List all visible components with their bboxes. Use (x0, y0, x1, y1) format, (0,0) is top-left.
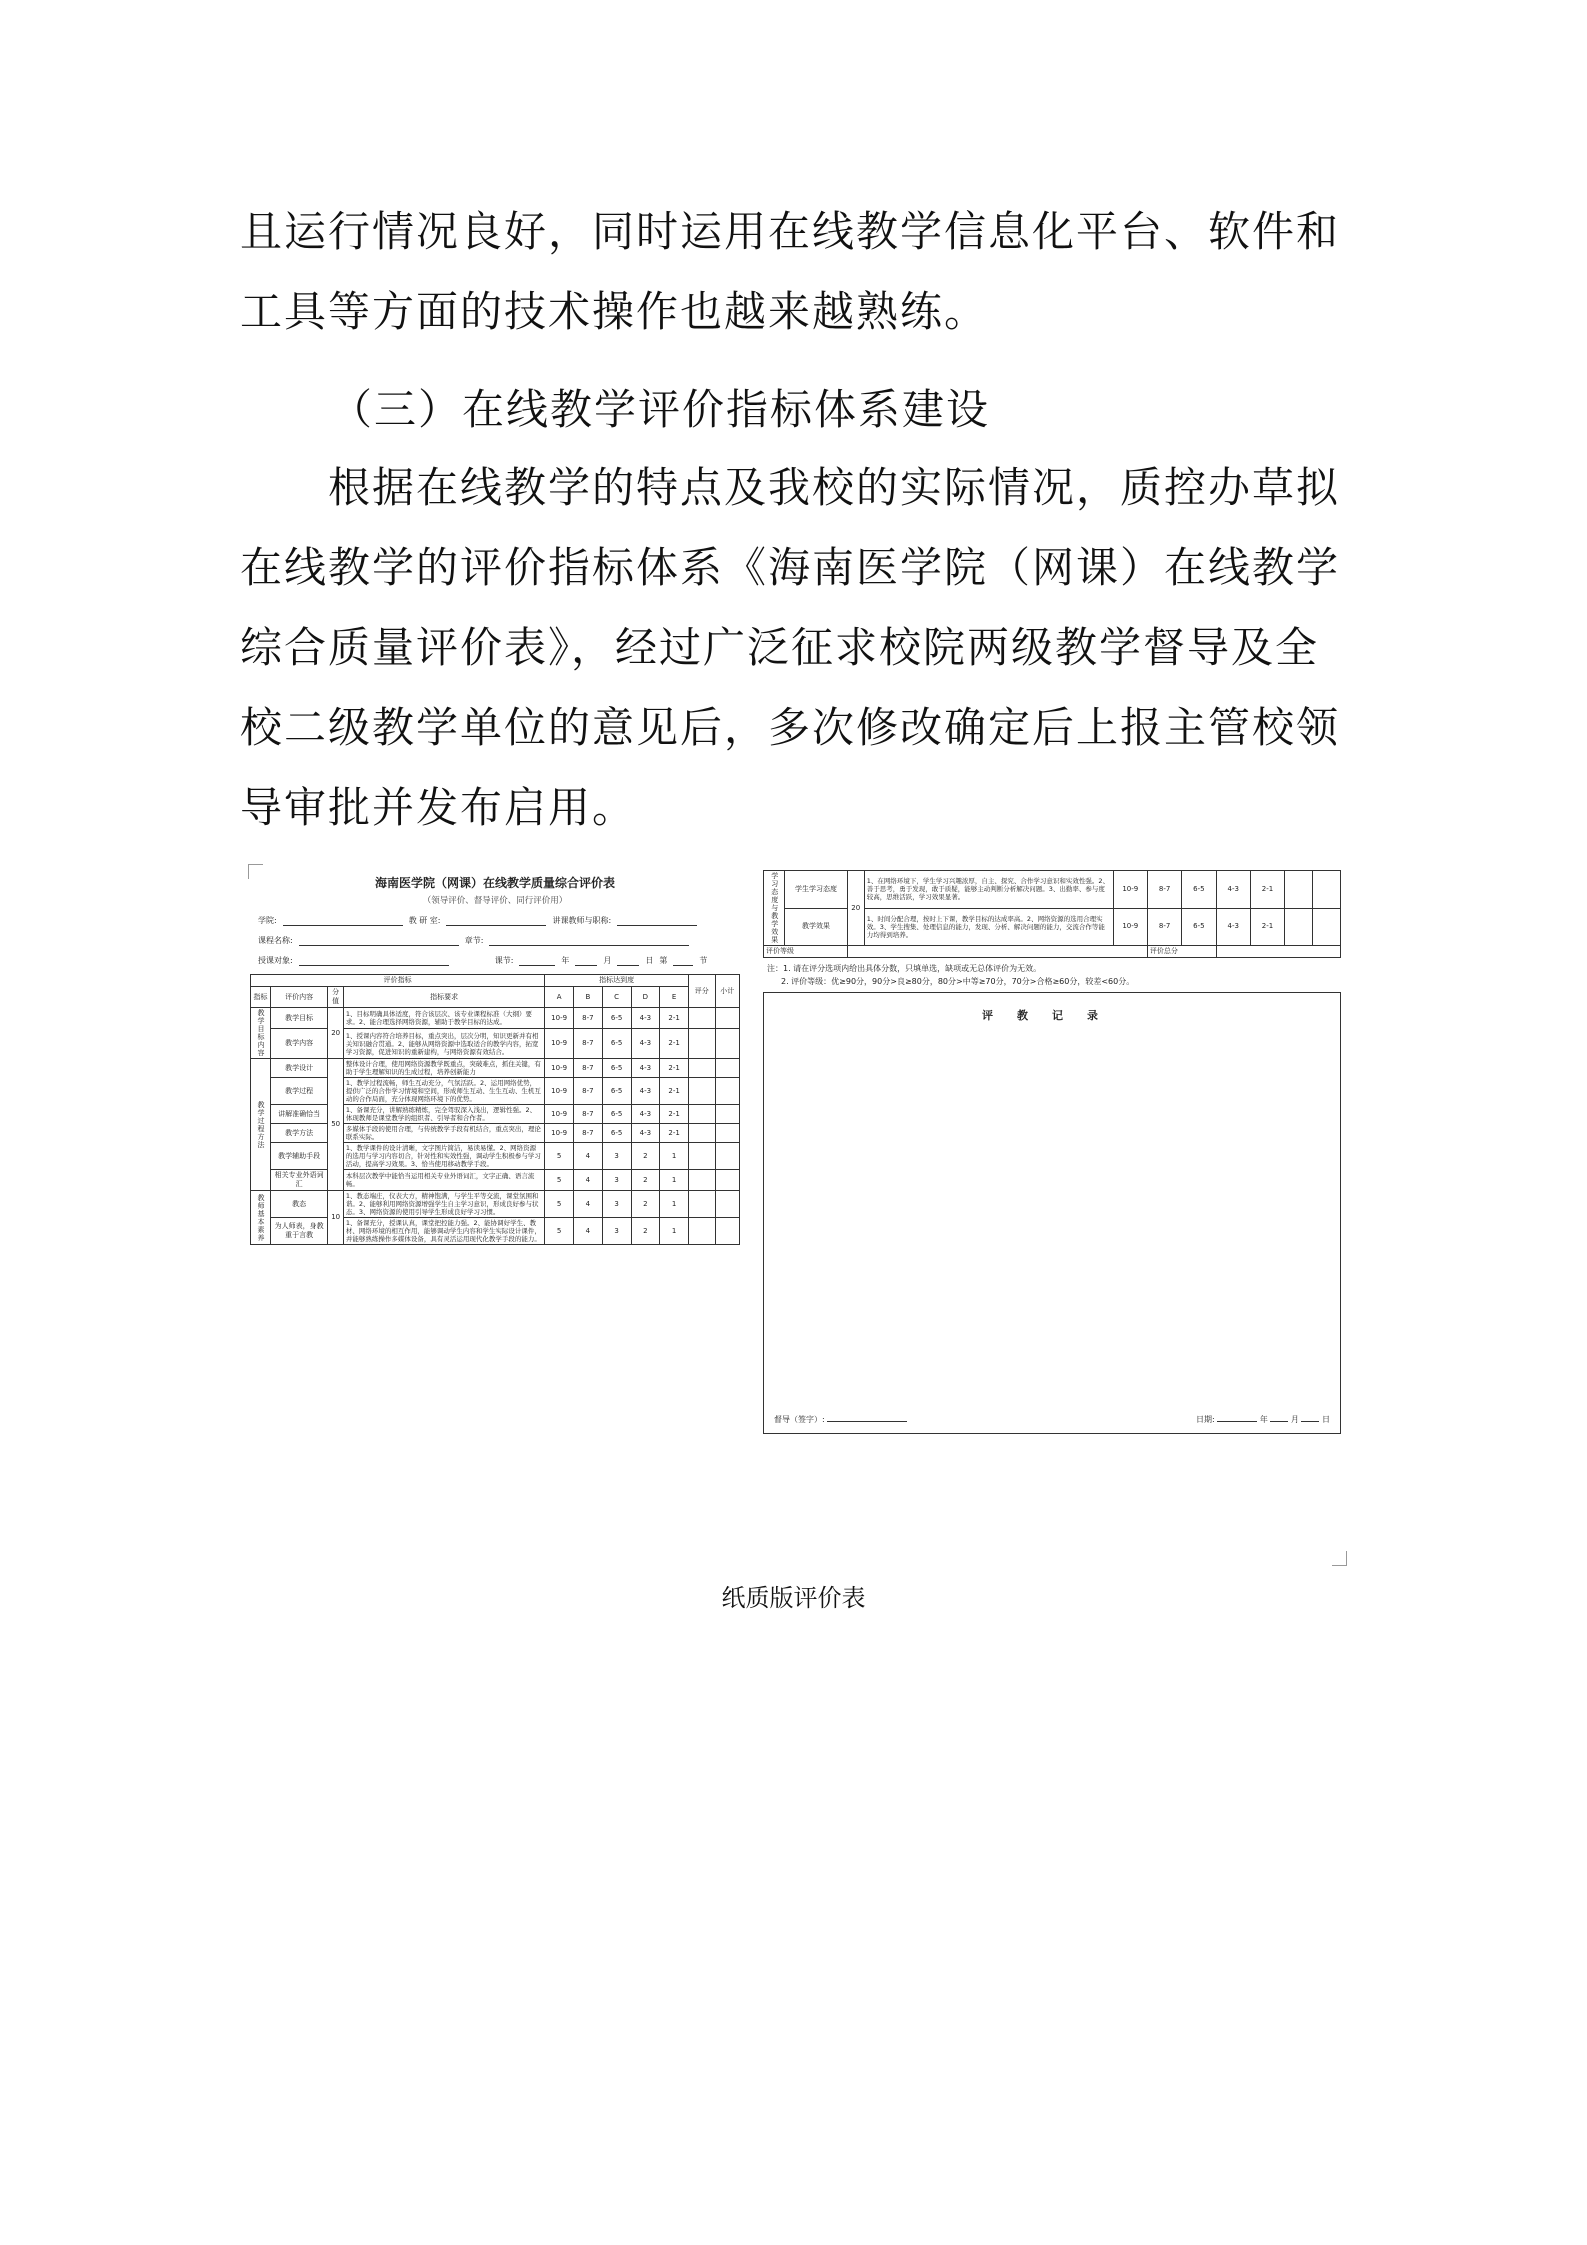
row-subtotal-cell (715, 1143, 739, 1170)
grade-value (847, 946, 1147, 958)
row-grade-d: 4-3 (1216, 871, 1250, 909)
row-grade-b: 4 (574, 1170, 603, 1191)
row-subtotal-cell (715, 1029, 739, 1059)
evaluation-table-right (763, 870, 1341, 958)
form-notes (767, 962, 1341, 988)
row-content: 学生学习态度 (785, 871, 847, 909)
table-row (251, 1105, 740, 1124)
row-grade-e: 1 (660, 1143, 689, 1170)
row-requirement: 1、教学课件的设计清晰，文字图片简洁，易读易懂。2、网络资源的选用与学习内容切合，针对性和实效性强，调动学生积极参与学习活动，提高学习效果。3、恰当使用移动教学手段。 (343, 1143, 544, 1170)
table-row (764, 871, 1341, 909)
field-blank (446, 916, 546, 926)
row-grade-c: 3 (602, 1218, 631, 1245)
row-grade-b: 4 (574, 1191, 603, 1218)
row-grade-e: 1 (660, 1170, 689, 1191)
row-subtotal-cell (715, 1059, 739, 1078)
date-month: 月 (1290, 1415, 1299, 1424)
date-field (1196, 1412, 1330, 1425)
row-dimension: 学习态度与教学效果 (764, 871, 785, 946)
row-requirement: 1、授课内容符合培养目标，重点突出，层次分明，知识更新并有相关知识融合贯通。2、能够从网络资源中选取适合的教学内容，拓宽学习资源，促进知识的重新建构，与网络资源有效结合。 (343, 1029, 544, 1059)
row-score: 10 (328, 1191, 343, 1245)
row-rate-cell (689, 1059, 716, 1078)
field-blank (617, 956, 639, 966)
scanned-form-right-page (763, 870, 1341, 1558)
header-indicator: 评价指标 (251, 975, 545, 987)
field-blank (489, 936, 689, 946)
field-blank (827, 1412, 907, 1422)
row-requirement: 1、时间分配合理，按时上下课，教学目标的达成率高。2、网络资源的选用合理实效。3、学生搜集、处理信息的能力，发现、分析、解决问题的能力，交流合作等能力均得到培养。 (864, 908, 1113, 946)
row-grade-c: 6-5 (602, 1059, 631, 1078)
field-blank (299, 956, 449, 966)
table-row (251, 1218, 740, 1245)
row-grade-b: 4 (574, 1143, 603, 1170)
row-grade-d: 2 (631, 1191, 660, 1218)
row-rate-cell (689, 1170, 716, 1191)
row-content: 为人师表，身教重于言教 (270, 1218, 328, 1245)
evaluation-table-left (250, 974, 740, 1245)
field-course-label: 课程名称: (258, 936, 293, 945)
row-rate-cell (689, 1124, 716, 1143)
row-content: 讲解准确恰当 (270, 1105, 328, 1124)
header-level: 指标达到度 (545, 975, 689, 987)
row-subtotal-cell (715, 1008, 739, 1029)
row-requirement: 1、目标明确具体适度，符合该层次、该专业课程标准（大纲）要求。2、能合理选择网络资源，辅助于教学目标的达成。 (343, 1008, 544, 1029)
row-subtotal-cell (715, 1170, 739, 1191)
table-row (251, 1078, 740, 1105)
row-rate-cell (1285, 871, 1313, 909)
row-grade-d: 4-3 (631, 1029, 660, 1059)
row-grade-a: 10-9 (1113, 908, 1147, 946)
date-year: 年 (1259, 1415, 1268, 1424)
row-score: 20 (847, 871, 864, 946)
row-content: 教学过程 (270, 1078, 328, 1105)
row-subtotal-cell (715, 1191, 739, 1218)
row-rate-cell (689, 1105, 716, 1124)
signature-row (774, 1412, 1330, 1425)
row-grade-a: 10-9 (545, 1029, 574, 1059)
row-grade-d: 4-3 (631, 1059, 660, 1078)
row-grade-c: 6-5 (1182, 908, 1216, 946)
row-grade-c: 6-5 (602, 1029, 631, 1059)
row-grade-a: 5 (545, 1218, 574, 1245)
row-grade-d: 4-3 (631, 1008, 660, 1029)
row-subtotal-cell (1313, 908, 1341, 946)
header-rate: 评分 (689, 975, 716, 1008)
field-month: 月 (603, 956, 612, 965)
paragraph-evaluation-system: 根据在线教学的特点及我校的实际情况，质控办草拟在线教学的评价指标体系《海南医学院（网课）在线教学综合质量评价表》，经过广泛征求校院两级教学督导及全校二级教学单位的意见后，多次修改确定后上报主管校领导审批并发布启用。 (240, 463, 1341, 832)
table-row (251, 1059, 740, 1078)
row-grade-c: 6-5 (602, 1105, 631, 1124)
field-blank (1301, 1412, 1319, 1422)
row-grade-c: 3 (602, 1143, 631, 1170)
field-period-label: 课节: (494, 956, 514, 965)
crop-mark (1332, 1551, 1347, 1566)
section-heading: （三）在线教学评价指标体系建设 (330, 385, 991, 434)
row-score: 50 (328, 1059, 343, 1191)
header-grade-d: D (631, 987, 660, 1008)
header-score: 分值 (328, 987, 343, 1008)
row-grade-e: 1 (660, 1191, 689, 1218)
crop-mark (248, 864, 263, 879)
row-content: 教学方法 (270, 1124, 328, 1143)
row-requirement: 整体设计合理，使用网络资源教学既重点，突破难点，抓住关键，有助于学生理解知识的生成过程，培养创新能力 (343, 1059, 544, 1078)
field-college-label: 学院: (258, 916, 277, 925)
row-grade-b: 8-7 (574, 1105, 603, 1124)
row-rate-cell (689, 1191, 716, 1218)
row-grade-c: 6-5 (1182, 871, 1216, 909)
field-blank (1270, 1412, 1288, 1422)
row-grade-a: 10-9 (545, 1105, 574, 1124)
total-value (1216, 946, 1340, 958)
row-grade-c: 6-5 (602, 1008, 631, 1029)
field-section-no: 第 (659, 956, 668, 965)
form-title: 海南医学院（网课）在线教学质量综合评价表 (374, 876, 615, 890)
row-grade-e: 2-1 (660, 1124, 689, 1143)
form-fields-row1 (258, 915, 740, 926)
row-requirement: 1、教学过程流畅，师生互动充分，气氛活跃。2、运用网络优势，提供广泛的合作学习情境和空间，形成师生互动、生生互动、生机互动的合作局面，充分体现网络环境下的优势。 (343, 1078, 544, 1105)
row-content: 教学效果 (785, 908, 847, 946)
row-grade-b: 8-7 (1147, 908, 1181, 946)
table-row (251, 1124, 740, 1143)
row-content: 教态 (270, 1191, 328, 1218)
row-grade-b: 8-7 (574, 1029, 603, 1059)
row-content: 相关专业外语词汇 (270, 1170, 328, 1191)
table-row (251, 1191, 740, 1218)
header-content: 评价内容 (270, 987, 328, 1008)
signature-field (774, 1412, 907, 1425)
row-grade-a: 10-9 (545, 1008, 574, 1029)
row-grade-e: 2-1 (660, 1059, 689, 1078)
field-blank (617, 916, 697, 926)
row-grade-e: 2-1 (660, 1029, 689, 1059)
row-grade-a: 5 (545, 1191, 574, 1218)
note-1: 注：1. 请在评分选项内给出具体分数，只填单选，缺项或无总体评价为无效。 (767, 964, 1042, 973)
row-rate-cell (689, 1218, 716, 1245)
header-subtotal: 小计 (715, 975, 739, 1008)
field-day: 日 (645, 956, 654, 965)
row-grade-c: 3 (602, 1170, 631, 1191)
row-grade-e: 1 (660, 1218, 689, 1245)
table-row (251, 1029, 740, 1059)
evaluation-rows-right (764, 871, 1341, 946)
row-grade-c: 6-5 (602, 1078, 631, 1105)
field-teacher-label: 讲课教师与职称: (552, 916, 612, 925)
row-grade-d: 4-3 (631, 1105, 660, 1124)
row-dimension: 教学目标内容 (251, 1008, 271, 1059)
record-box (763, 992, 1341, 1434)
note-2: 2. 评价等级：优≥90分，90分>良≥80分，80分>中等≥70分，70分>合格≥60分，较差<60分。 (781, 977, 1135, 986)
row-grade-a: 10-9 (545, 1078, 574, 1105)
row-grade-e: 2-1 (660, 1078, 689, 1105)
field-chapter-label: 章节: (464, 936, 484, 945)
record-title: 评教记录 (982, 1009, 1122, 1022)
row-requirement: 多媒体手段的使用合理，与传统教学手段有机结合，重点突出，理论联系实际。 (343, 1124, 544, 1143)
paragraph-continued: 且运行情况良好，同时运用在线教学信息化平台、软件和工具等方面的技术操作也越来越熟练。 (240, 207, 1341, 336)
date-label: 日期: (1196, 1415, 1215, 1424)
table-row (251, 1008, 740, 1029)
row-subtotal-cell (1313, 871, 1341, 909)
field-blank (673, 956, 693, 966)
row-grade-a: 10-9 (1113, 871, 1147, 909)
header-grade-b: B (574, 987, 603, 1008)
row-grade-d: 2 (631, 1218, 660, 1245)
row-content: 教学内容 (270, 1029, 328, 1059)
row-grade-c: 3 (602, 1191, 631, 1218)
row-subtotal-cell (715, 1105, 739, 1124)
row-requirement: 1、备课充分，讲解熟练精炼，完全驾驭深入浅出，逻辑性强。2、体现教师是课堂教学的组织者、引导者和合作者。 (343, 1105, 544, 1124)
signature-label: 督导（签字）: (774, 1415, 825, 1424)
row-grade-d: 2 (631, 1170, 660, 1191)
row-grade-d: 4-3 (631, 1078, 660, 1105)
field-blank (299, 936, 459, 946)
row-rate-cell (689, 1143, 716, 1170)
row-rate-cell (689, 1008, 716, 1029)
row-grade-a: 10-9 (545, 1124, 574, 1143)
row-grade-e: 2-1 (660, 1105, 689, 1124)
scanned-form-left-page (250, 868, 740, 1558)
row-grade-e: 2-1 (1250, 908, 1284, 946)
date-day: 日 (1322, 1415, 1330, 1424)
row-grade-a: 10-9 (545, 1059, 574, 1078)
row-content: 教学目标 (270, 1008, 328, 1029)
row-requirement: 本科层次教学中能恰当运用相关专业外语词汇，文字正确、语言流畅。 (343, 1170, 544, 1191)
field-section-unit: 节 (699, 956, 708, 965)
header-grade-c: C (602, 987, 631, 1008)
row-grade-a: 5 (545, 1143, 574, 1170)
row-grade-b: 8-7 (574, 1078, 603, 1105)
total-label: 评价总分 (1147, 946, 1216, 958)
row-grade-e: 2-1 (1250, 871, 1284, 909)
field-blank (519, 956, 555, 966)
form-fields-row2 (258, 935, 740, 946)
row-content: 教学辅助手段 (270, 1143, 328, 1170)
grade-label: 评价等级 (764, 946, 848, 958)
row-grade-d: 4-3 (631, 1124, 660, 1143)
table-row (251, 1170, 740, 1191)
row-requirement: 1、教态端庄，仪表大方，精神饱满，与学生平等交流，课堂氛围和谐。2、能够利用网络资源增强学生自主学习意识，形成良好参与状态。3、网络资源的使用引导学生形成良好学习习惯。 (343, 1191, 544, 1218)
row-requirement: 1、在网络环境下，学生学习兴趣浓厚，自主、探究、合作学习意识和实效性强。2、善于思考，勇于发现，敢于质疑，能够主动判断分析解决问题。3、出勤率、参与度较高，思维活跃，学习效果显著。 (864, 871, 1113, 909)
form-fields-row3 (258, 955, 740, 966)
row-dimension: 教师基本素养 (251, 1191, 271, 1245)
row-grade-b: 4 (574, 1218, 603, 1245)
row-grade-e: 2-1 (660, 1008, 689, 1029)
row-subtotal-cell (715, 1078, 739, 1105)
row-grade-d: 2 (631, 1143, 660, 1170)
row-rate-cell (689, 1029, 716, 1059)
field-blank (1217, 1412, 1257, 1422)
evaluation-rows-left (251, 1008, 740, 1245)
field-office-label: 教 研 室: (408, 916, 441, 925)
field-blank (283, 916, 403, 926)
row-grade-b: 8-7 (574, 1008, 603, 1029)
field-blank (575, 956, 597, 966)
table-row (251, 1143, 740, 1170)
field-year: 年 (561, 956, 570, 965)
row-grade-d: 4-3 (1216, 908, 1250, 946)
row-rate-cell (1285, 908, 1313, 946)
row-grade-b: 8-7 (1147, 871, 1181, 909)
row-grade-a: 5 (545, 1170, 574, 1191)
figure-caption: 纸质版评价表 (721, 1584, 866, 1612)
row-subtotal-cell (715, 1218, 739, 1245)
field-audience-label: 授课对象: (258, 956, 293, 965)
row-content: 教学设计 (270, 1059, 328, 1078)
header-dim: 指标 (251, 987, 271, 1008)
header-grade-e: E (660, 987, 689, 1008)
form-subtitle: （领导评价、督导评价、同行评价用） (422, 896, 568, 906)
row-grade-c: 6-5 (602, 1124, 631, 1143)
row-requirement: 1、备课充分，授课认真，课堂把控能力强。2、能协调好学生、教材、网络环境的相互作用，能够调动学生内容和学生实际设计课件，并能够熟练操作多媒体设备，具有灵活运用现代化教学手段的能力。 (343, 1218, 544, 1245)
row-subtotal-cell (715, 1124, 739, 1143)
row-score: 20 (328, 1008, 343, 1059)
row-grade-b: 8-7 (574, 1059, 603, 1078)
row-rate-cell (689, 1078, 716, 1105)
header-grade-a: A (545, 987, 574, 1008)
header-requirement: 指标要求 (343, 987, 544, 1008)
row-dimension: 教学过程方法 (251, 1059, 271, 1191)
row-grade-b: 8-7 (574, 1124, 603, 1143)
